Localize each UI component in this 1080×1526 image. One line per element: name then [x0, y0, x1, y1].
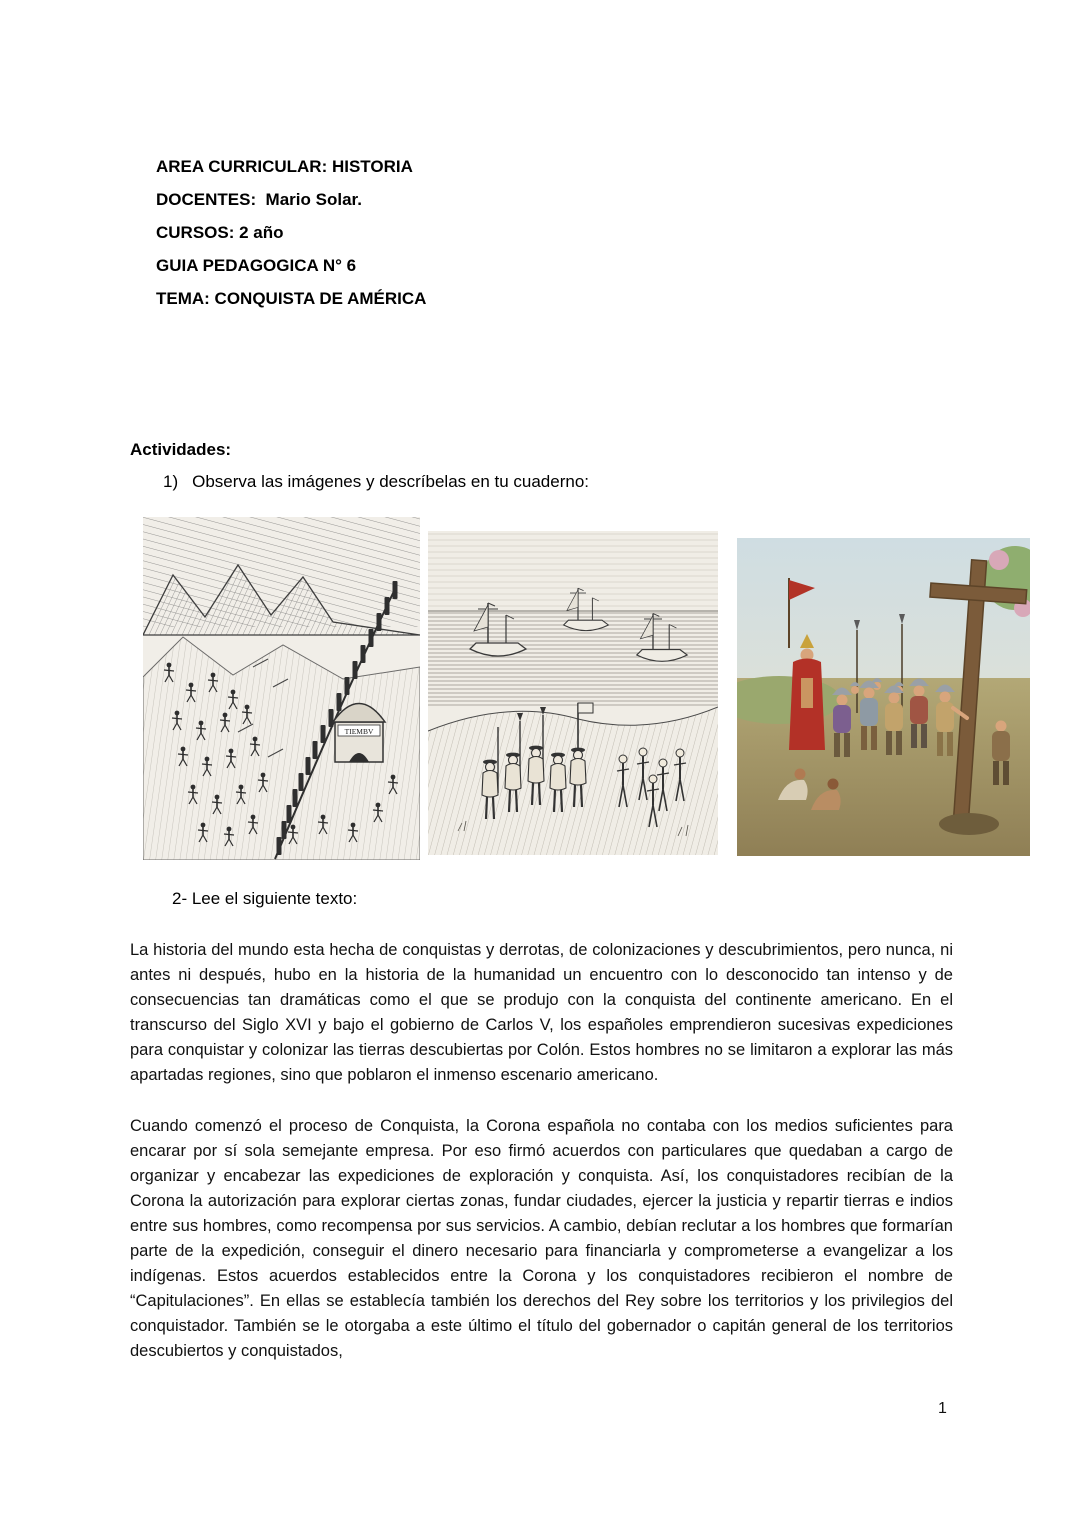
engraving-fort-battle-image	[143, 517, 420, 860]
paragraph-2: Cuando comenzó el proceso de Conquista, la Corona española no contaba con los medios suficientes para encarar por sí sola semejante empresa. Por eso firmó acuerdos con particulares que quedaban a cargo de organizar y encabezar las expediciones de exploración y conquista. Así, los conquistadores recibían de la Corona la autorización para explorar ciertas zonas, fundar ciudades, ejercer la justicia y repartir tierras e indios entre sus hombres, como recompensa por sus servicios. A cambio, debían reclutar a los hombres que formarían parte de la expedición, conseguir el dinero necesario para financiarla y comprometerse a evangelizar a los indígenas. Estos acuerdos establecidos entre la Corona y los conquistadores recibieron el nombre de “Capitulaciones”. En ellas se establecía también los derechos del Rey sobre los territorios y los privilegios del conquistador. También se le otorgaba a este último el título del gobernador o capitán general de los territorios descubiertos y conquistados,	[130, 1117, 953, 1360]
activity-1-text: Observa las imágenes y descríbelas en tu cuaderno:	[192, 472, 590, 491]
document-header	[156, 150, 426, 315]
header-guia: GUIA PEDAGOGICA N° 6	[156, 256, 357, 275]
header-area-curricular: AREA CURRICULAR: HISTORIA	[156, 157, 413, 176]
header-tema: TEMA: CONQUISTA DE AMÉRICA	[156, 289, 427, 308]
fort-hut	[333, 704, 385, 763]
activities-title: Actividades:	[130, 440, 232, 459]
paragraph-1: La historia del mundo esta hecha de conquistas y derrotas, de colonizaciones y descubrimientos, pero nunca, ni antes ni después, hubo en la historia de la humanidad un encuentro con lo desconocido tan intenso y de consecuencias tan dramáticas como el que se produjo con la conquista del continente americano. En el transcurso del Siglo XVI y bajo el gobierno de Carlos V, los españoles emprendieron sucesivas expediciones para conquistar y colonizar las tierras descubiertas por Colón. Estos hombres no se limitaron a explorar las más apartadas regiones, sino que poblaron el inmenso escenario americano.	[130, 941, 953, 1084]
activity-image-columbus-landing	[428, 531, 718, 855]
engraving-columbus-landing-image	[428, 531, 718, 855]
activity-image-fort-battle	[143, 517, 420, 860]
hut-label: TIEMBV	[344, 727, 374, 736]
activity-1-number: 1)	[163, 472, 179, 491]
page-number: 1	[938, 1400, 947, 1417]
header-cursos: CURSOS: 2 año	[156, 223, 284, 242]
header-docentes: DOCENTES: Mario Solar.	[156, 190, 362, 209]
activity-2-text: 2- Lee el siguiente texto:	[172, 889, 358, 908]
body-text	[130, 938, 953, 1390]
activity-1	[163, 472, 589, 492]
activity-image-conquistadors-cross	[737, 538, 1030, 856]
painting-conquistadors-cross-image	[737, 538, 1030, 856]
